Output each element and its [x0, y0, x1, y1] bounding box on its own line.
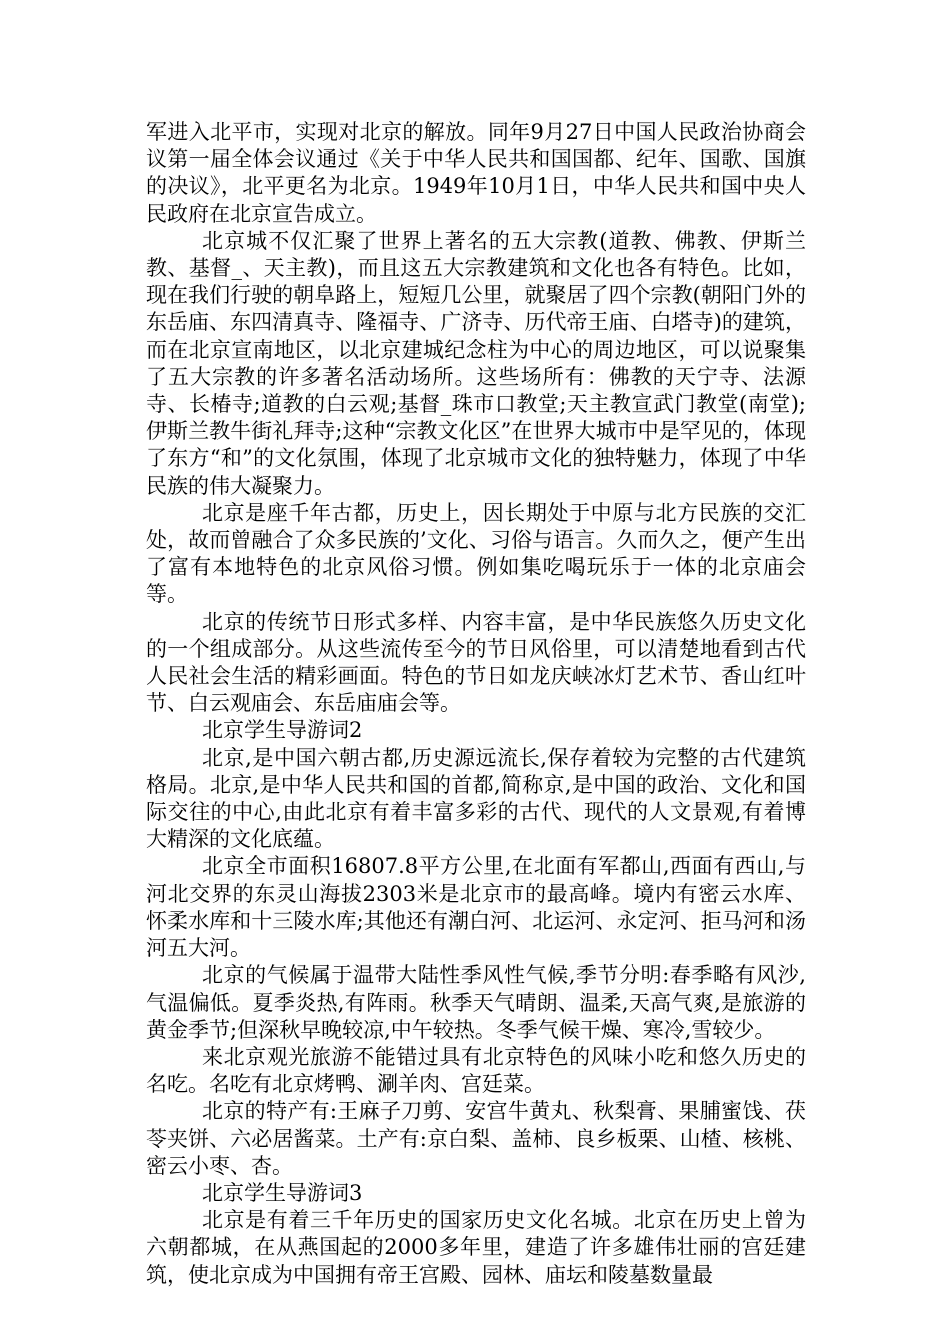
paragraph: 北京的特产有:王麻子刀剪、安宫牛黄丸、秋梨膏、果脯蜜饯、茯苓夹饼、六必居酱菜。土产有:京白梨、盖柿、良乡板栗、山楂、核桃、密云小枣、杏。	[146, 1099, 806, 1178]
paragraph: 军进入北平市，实现对北京的解放。同年9月27日中国人民政治协商会议第一届全体会议通过《关于中华人民共和国国都、纪年、国歌、国旗的决议》，北平更名为北京。1949年10月1日，中华人民共和国中央人民政府在北京宣告成立。	[146, 120, 806, 226]
paragraph: 北京,是中国六朝古都,历史源远流长,保存着较为完整的古代建筑格局。北京,是中华人民共和国的首都,简称京,是中国的政治、文化和国际交往的中心,由此北京有着丰富多彩的古代、现代的人文景观,有着博大精深的文化底蕴。	[146, 745, 806, 852]
paragraph: 北京全市面积16807.8平方公里,在北面有军都山,西面有西山,与河北交界的东灵山海拔2303米是北京市的最高峰。境内有密云水库、怀柔水库和十三陵水库;其他还有潮白河、北运河、永定河、拒马河和汤河五大河。	[146, 854, 806, 961]
paragraph: 北京是座千年古都，历史上，因长期处于中原与北方民族的交汇处，故而曾融合了众多民族的’文化、习俗与语言。久而久之，便产生出了富有本地特色的北京风俗习惯。例如集吃喝玩乐于一体的北京庙会等。	[146, 500, 806, 607]
paragraph: 北京是有着三千年历史的国家历史文化名城。北京在历史上曾为六朝都城，在从燕国起的2000多年里，建造了许多雄伟壮丽的宫廷建筑，使北京成为中国拥有帝王宫殿、园林、庙坛和陵墓数量最	[146, 1208, 806, 1287]
section-heading: 北京学生导游词3	[202, 1180, 363, 1205]
paragraph: 北京的气候属于温带大陆性季风性气候,季节分明:春季略有风沙,气温偏低。夏季炎热,有阵雨。秋季天气晴朗、温柔,天高气爽,是旅游的黄金季节;但深秋早晚较凉,中午较热。冬季气候干燥、寒冷,雪较少。	[146, 963, 806, 1042]
document-page	[146, 119, 806, 1289]
paragraph: 北京城不仅汇聚了世界上著名的五大宗教(道教、佛教、伊斯兰教、基督_、天主教)，而且这五大宗教建筑和文化也各有特色。比如，现在我们行驶的朝阜路上，短短几公里，就聚居了四个宗教(朝阳门外的东岳庙、东四清真寺、隆福寺、广济寺、历代帝王庙、白塔寺)的建筑，而在北京宣南地区，以北京建城纪念柱为中心的周边地区，可以说聚集了五大宗教的许多著名活动场所。这些场所有：佛教的天宁寺、法源寺、长椿寺;道教的白云观;基督_珠市口教堂;天主教宣武门教堂(南堂);伊斯兰教牛街礼拜寺;这种“宗教文化区”在世界大城市中是罕见的，体现了东方“和”的文化氛围，体现了北京城市文化的独特魅力，体现了中华民族的伟大凝聚力。	[146, 228, 806, 498]
paragraph: 北京的传统节日形式多样、内容丰富，是中华民族悠久历史文化的一个组成部分。从这些流传至今的节日风俗里，可以清楚地看到古代人民社会生活的精彩画面。特色的节日如龙庆峡冰灯艺术节、香山红叶节、白云观庙会、东岳庙庙会等。	[146, 609, 806, 716]
section-heading: 北京学生导游词2	[202, 718, 363, 743]
paragraph: 来北京观光旅游不能错过具有北京特色的风味小吃和悠久历史的名吃。名吃有北京烤鸭、涮羊肉、宫廷菜。	[146, 1044, 806, 1097]
